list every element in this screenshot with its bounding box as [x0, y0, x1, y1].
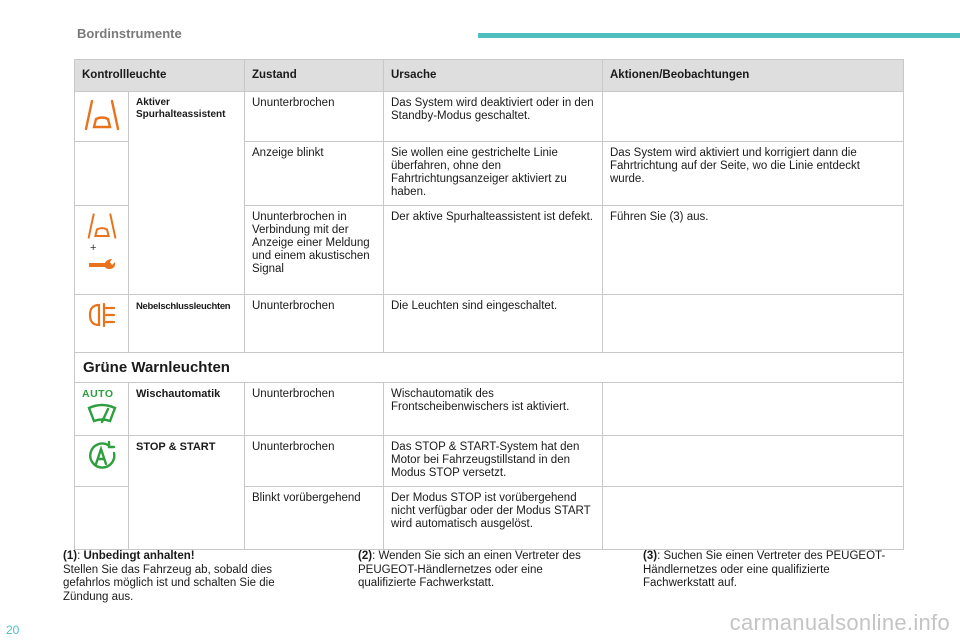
auto-label: AUTO: [82, 388, 114, 400]
cause-cell: Wischautomatik des Frontscheibenwischers ist aktiviert.: [384, 383, 603, 436]
state-cell: Anzeige blinkt: [245, 142, 384, 206]
footnote-bold-text: Unbedingt anhalten!: [83, 550, 195, 562]
state-cell: Ununterbrochen: [245, 436, 384, 487]
wrench-icon: [87, 258, 117, 272]
footnote-ref: (1): [63, 550, 78, 562]
indicator-name: Aktiver Spurhalteassistent: [129, 92, 245, 295]
action-cell: [603, 436, 904, 487]
footnote-ref: (2): [358, 550, 373, 562]
cause-cell: Der Modus STOP ist vorübergehend nicht verfügbar oder der Modus START wird automatisch ausgelöst.: [384, 487, 603, 550]
action-cell: Führen Sie (3) aus.: [603, 206, 904, 295]
cause-cell: Die Leuchten sind eingeschaltet.: [384, 295, 603, 353]
column-header-state: Zustand: [245, 60, 384, 92]
state-cell: Ununterbrochen: [245, 295, 384, 353]
footnote-text: Suchen Sie einen Vertreter des PEUGEOT-Händlernetzes oder eine qualifizierte Fachwerkstatt auf.: [643, 550, 886, 589]
indicator-name: Wischautomatik: [129, 383, 245, 436]
rear-fog-light-icon: [86, 300, 118, 330]
icon-cell: [75, 295, 129, 353]
page-section-title: Bordinstrumente: [77, 26, 182, 41]
icon-cell: [75, 206, 129, 295]
icon-cell: [75, 142, 129, 206]
icon-cell: [75, 436, 129, 487]
action-cell: [603, 92, 904, 142]
column-header-actions: Aktionen/Beobachtungen: [603, 60, 904, 92]
action-cell: [603, 383, 904, 436]
watermark: carmanualsonline.info: [729, 610, 950, 635]
cause-cell: Der aktive Spurhalteassistent ist defekt.: [384, 206, 603, 295]
header-accent-bar: [478, 33, 960, 38]
table-row: [75, 295, 904, 353]
footnote-1: (1): Unbedingt anhalten! Stellen Sie das Fahrzeug ab, sobald dies gefahrlos möglich ist und schalten Sie die Zündung aus.: [63, 550, 275, 603]
column-header-indicator: Kontrollleuchte: [75, 60, 245, 92]
cause-cell: Das STOP & START-System hat den Motor bei Fahrzeugstillstand in den Modus STOP versetzt.: [384, 436, 603, 487]
cause-cell: Sie wollen eine gestrichelte Linie überfahren, ohne den Fahrtrichtungsanzeiger aktiviert zu haben.: [384, 142, 603, 206]
warning-lights-table: [74, 59, 904, 550]
icon-cell: [75, 383, 129, 436]
footnote-text: Wenden Sie sich an einen Vertreter des PEUGEOT-Händlernetzes oder eine qualifizierte Fachwerkstatt.: [358, 550, 581, 589]
lane-assist-orange-icon: [85, 211, 119, 241]
action-cell: [603, 295, 904, 353]
action-cell: [603, 487, 904, 550]
state-cell: Ununterbrochen: [245, 383, 384, 436]
stop-start-icon: [86, 441, 118, 471]
column-header-cause: Ursache: [384, 60, 603, 92]
footnote-ref: (3): [643, 550, 658, 562]
icon-cell: [75, 487, 129, 550]
table-row: [75, 436, 904, 487]
indicator-name: STOP & START: [129, 436, 245, 550]
cause-cell: Das System wird deaktiviert oder in den Standby-Modus geschaltet.: [384, 92, 603, 142]
table-row: [75, 92, 904, 142]
state-cell: Ununterbrochen in Verbindung mit der Anzeige einer Meldung und einem akustischen Signal: [245, 206, 384, 295]
table-header-row: [75, 60, 904, 92]
footnote-2: (2): Wenden Sie sich an einen Vertreter des PEUGEOT-Händlernetzes oder eine qualifizierte Fachwerkstatt.: [358, 550, 581, 589]
state-cell: Blinkt vorübergehend: [245, 487, 384, 550]
section-header-row: [75, 353, 904, 383]
footnote-text: Stellen Sie das Fahrzeug ab, sobald dies gefahrlos möglich ist und schalten Sie die Zündung aus.: [63, 563, 275, 603]
icon-cell: [75, 92, 129, 142]
plus-sign: +: [90, 242, 97, 254]
page-number: 20: [6, 623, 20, 637]
table-row: [75, 383, 904, 436]
section-title: Grüne Warnleuchten: [75, 353, 904, 383]
lane-assist-orange-icon: [82, 97, 122, 133]
state-cell: Ununterbrochen: [245, 92, 384, 142]
footnote-3: (3): Suchen Sie einen Vertreter des PEUGEOT-Händlernetzes oder eine qualifizierte Fachwerkstatt auf.: [643, 550, 886, 589]
indicator-name: Nebelschlussleuchten: [129, 295, 245, 353]
action-cell: Das System wird aktiviert und korrigiert dann die Fahrtrichtung auf der Seite, wo die Linie entdeckt wurde.: [603, 142, 904, 206]
auto-wiper-icon: [86, 403, 118, 427]
